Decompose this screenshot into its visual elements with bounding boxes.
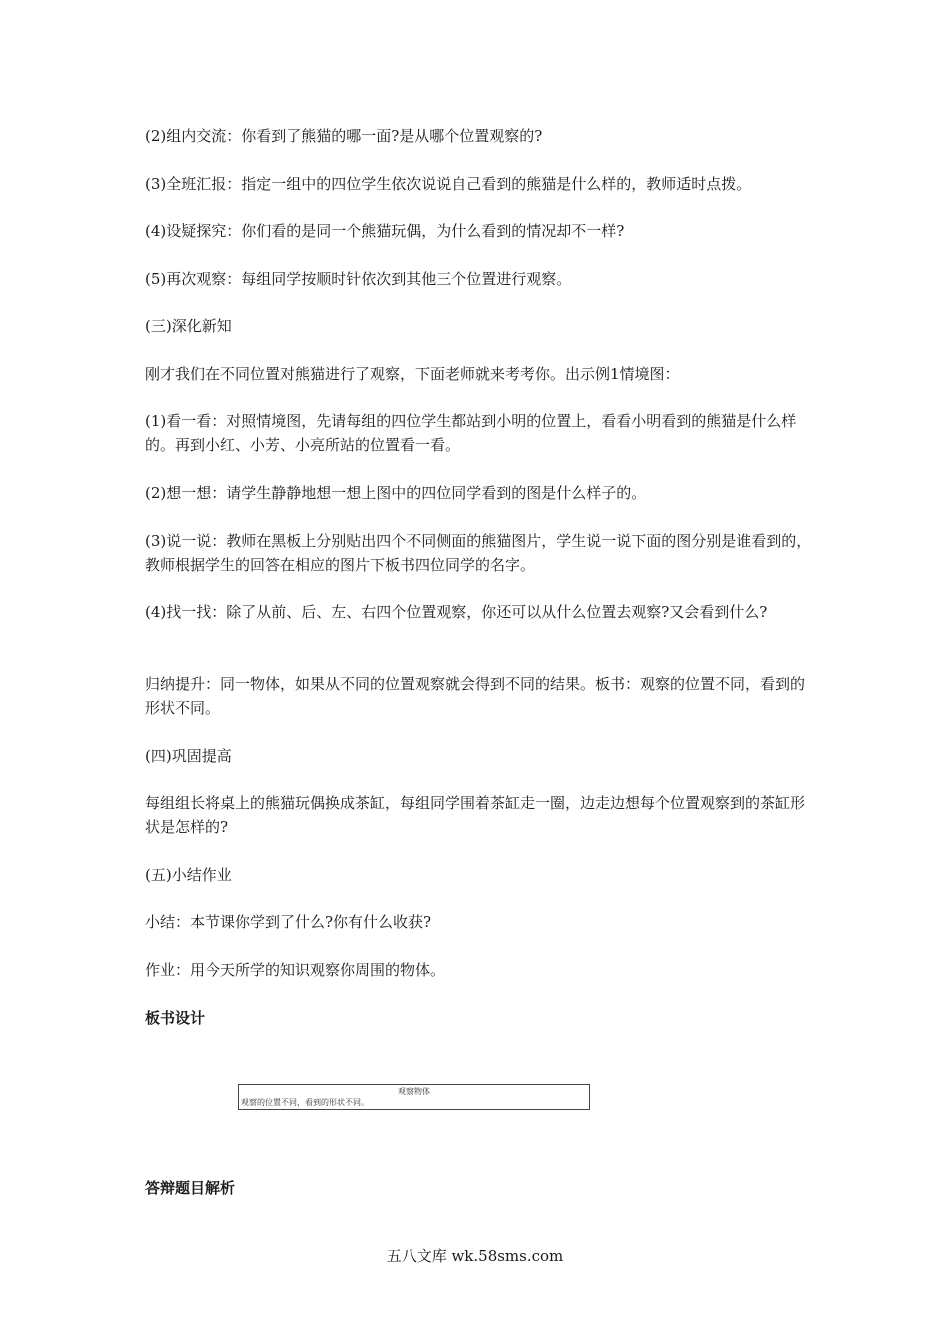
paragraph-find: (4)找一找：除了从前、后、左、右四个位置观察，你还可以从什么位置去观察?又会看到什么?: [145, 603, 768, 621]
paragraph-intro-example: 刚才我们在不同位置对熊猫进行了观察，下面老师就来考考你。出示例1情境图：: [145, 365, 680, 383]
heading-board-design: 板书设计: [145, 1009, 206, 1027]
section-summary-homework: (五)小结作业: [145, 866, 232, 884]
footer-watermark: 五八文库 wk.58sms.com: [386, 1247, 564, 1265]
paragraph-homework: 作业：用今天所学的知识观察你周围的物体。: [145, 961, 446, 979]
paragraph-summary-lift: 归纳提升：同一物体，如果从不同的位置观察就会得到不同的结果。板书：观察的位置不同，看到的形状不同。: [145, 675, 806, 717]
board-line: 观察的位置不同，看到的形状不同。: [241, 1098, 369, 1107]
paragraph-think: (2)想一想：请学生静静地想一想上图中的四位同学看到的图是什么样子的。: [145, 484, 647, 502]
heading-defense-analysis: 答辩题目解析: [145, 1179, 236, 1197]
board-title: 观察物体: [398, 1087, 430, 1096]
paragraph-summary: 小结：本节课你学到了什么?你有什么收获?: [145, 913, 432, 931]
paragraph-group-discussion: (2)组内交流：你看到了熊猫的哪一面?是从哪个位置观察的?: [145, 127, 543, 145]
section-consolidate: (四)巩固提高: [145, 747, 232, 765]
paragraph-observe-again: (5)再次观察：每组同学按顺时针依次到其他三个位置进行观察。: [145, 270, 572, 288]
section-deepen-knowledge: (三)深化新知: [145, 317, 232, 335]
board-design-box: [238, 1084, 590, 1110]
paragraph-inquiry: (4)设疑探究：你们看的是同一个熊猫玩偶，为什么看到的情况却不一样?: [145, 222, 625, 240]
paragraph-look: (1)看一看：对照情境图，先请每组的四位学生都站到小明的位置上，看看小明看到的熊猫是什么样的。再到小红、小芳、小亮所站的位置看一看。: [145, 412, 797, 454]
paragraph-class-report: (3)全班汇报：指定一组中的四位学生依次说说自己看到的熊猫是什么样的，教师适时点拨。: [145, 175, 752, 193]
paragraph-say: (3)说一说：教师在黑板上分别贴出四个不同侧面的熊猫图片，学生说一说下面的图分别是谁看到的，教师根据学生的回答在相应的图片下板书四位同学的名字。: [145, 532, 812, 574]
paragraph-tea-cup: 每组组长将桌上的熊猫玩偶换成茶缸，每组同学围着茶缸走一圈，边走边想每个位置观察到的茶缸形状是怎样的?: [145, 794, 806, 836]
